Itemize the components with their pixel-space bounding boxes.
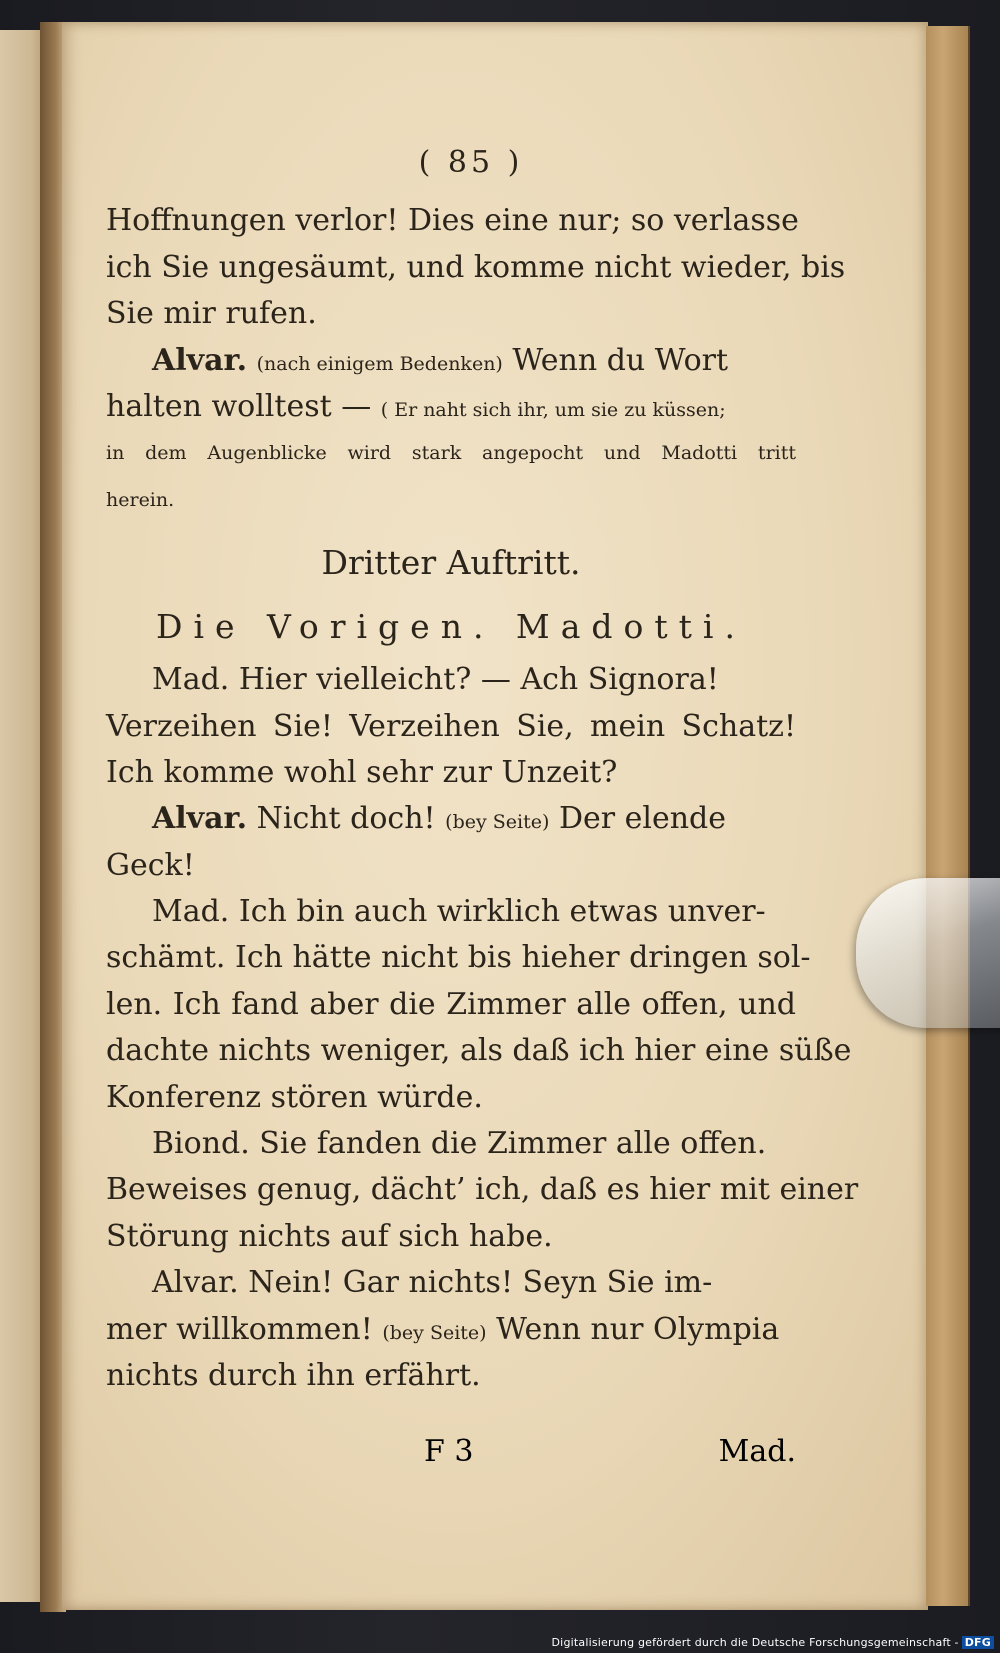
dialogue-text: Nicht doch! xyxy=(256,801,436,837)
page-text xyxy=(106,140,859,1399)
dialogue-line: Biond. Sie fanden die Zimmer alle offen. xyxy=(152,1126,767,1162)
speaker-name: Alvar. xyxy=(152,801,248,837)
cast-list: Die Vorigen. Madotti. xyxy=(156,607,746,647)
text-line: ich Sie ungesäumt, und komme nicht wieder, bis xyxy=(106,249,846,285)
dialogue-line xyxy=(106,384,796,430)
dialogue-line: Ich komme wohl sehr zur Unzeit? xyxy=(106,754,618,790)
dialogue-line: nichts durch ihn erfährt. xyxy=(106,1358,481,1393)
dialogue-text: Der elende xyxy=(558,801,727,837)
dialogue-line: Beweises genug, dächt’ ich, daß es hier mit einer xyxy=(106,1172,859,1208)
credit-text: Digitalisierung gefördert durch die Deutsche Forschungsgemeinschaft - xyxy=(551,1636,959,1649)
dfg-logo: DFG xyxy=(962,1636,994,1649)
dialogue-line: Störung nichts auf sich habe. xyxy=(106,1218,553,1254)
page-number: ( 85 ) xyxy=(418,145,524,180)
dialogue-line: Mad. Hier vielleicht? — Ach Signora! xyxy=(152,662,719,698)
dialogue-line xyxy=(106,796,796,842)
dialogue-line: dachte nichts weniger, als daß ich hier eine süße xyxy=(106,1033,852,1069)
dialogue-line: Verzeihen Sie! Verzeihen Sie, mein Schatz! xyxy=(106,708,796,744)
stage-direction: in dem Augenblicke wird stark angepocht und Madotti tritt xyxy=(106,442,796,465)
stage-direction: (bey Seite) xyxy=(382,1321,487,1344)
signature-mark: F 3 xyxy=(424,1434,474,1469)
catchword: Mad. xyxy=(718,1434,796,1469)
stage-direction: ( Er naht sich ihr, um sie zu küssen; xyxy=(380,398,726,421)
dialogue-line: Alvar. Nein! Gar nichts! Seyn Sie im- xyxy=(152,1265,713,1301)
speaker-name: Alvar. xyxy=(152,342,248,378)
page-footer xyxy=(106,1434,796,1480)
text-line: Sie mir rufen. xyxy=(106,296,317,332)
dialogue-text: halten wolltest — xyxy=(106,388,372,424)
digitization-credit xyxy=(552,1636,994,1649)
stage-direction: herein. xyxy=(106,488,175,511)
dialogue-line xyxy=(106,1307,796,1353)
dialogue-text: Wenn du Wort xyxy=(512,342,729,378)
glass-weight xyxy=(856,878,1000,1028)
dialogue-line: schämt. Ich hätte nicht bis hieher dringen sol- xyxy=(106,940,811,976)
dialogue-text: mer willkommen! xyxy=(106,1311,373,1347)
stage-direction: (bey Seite) xyxy=(445,811,550,834)
dialogue-line: len. Ich fand aber die Zimmer alle offen, und xyxy=(106,986,796,1022)
text-line: Hoffnungen verlor! Dies eine nur; so verlasse xyxy=(106,203,799,239)
page-fore-edge xyxy=(926,26,970,1606)
dialogue-line: Mad. Ich bin auch wirklich etwas unver- xyxy=(152,894,766,930)
scene-heading: Dritter Auftritt. xyxy=(321,543,581,583)
dialogue-text: Wenn nur Olympia xyxy=(496,1311,780,1347)
dialogue-line xyxy=(106,338,796,384)
dialogue-line: Geck! xyxy=(106,847,195,883)
stage-direction: (nach einigem Bedenken) xyxy=(256,352,503,375)
dialogue-line: Konferenz stören würde. xyxy=(106,1079,483,1115)
